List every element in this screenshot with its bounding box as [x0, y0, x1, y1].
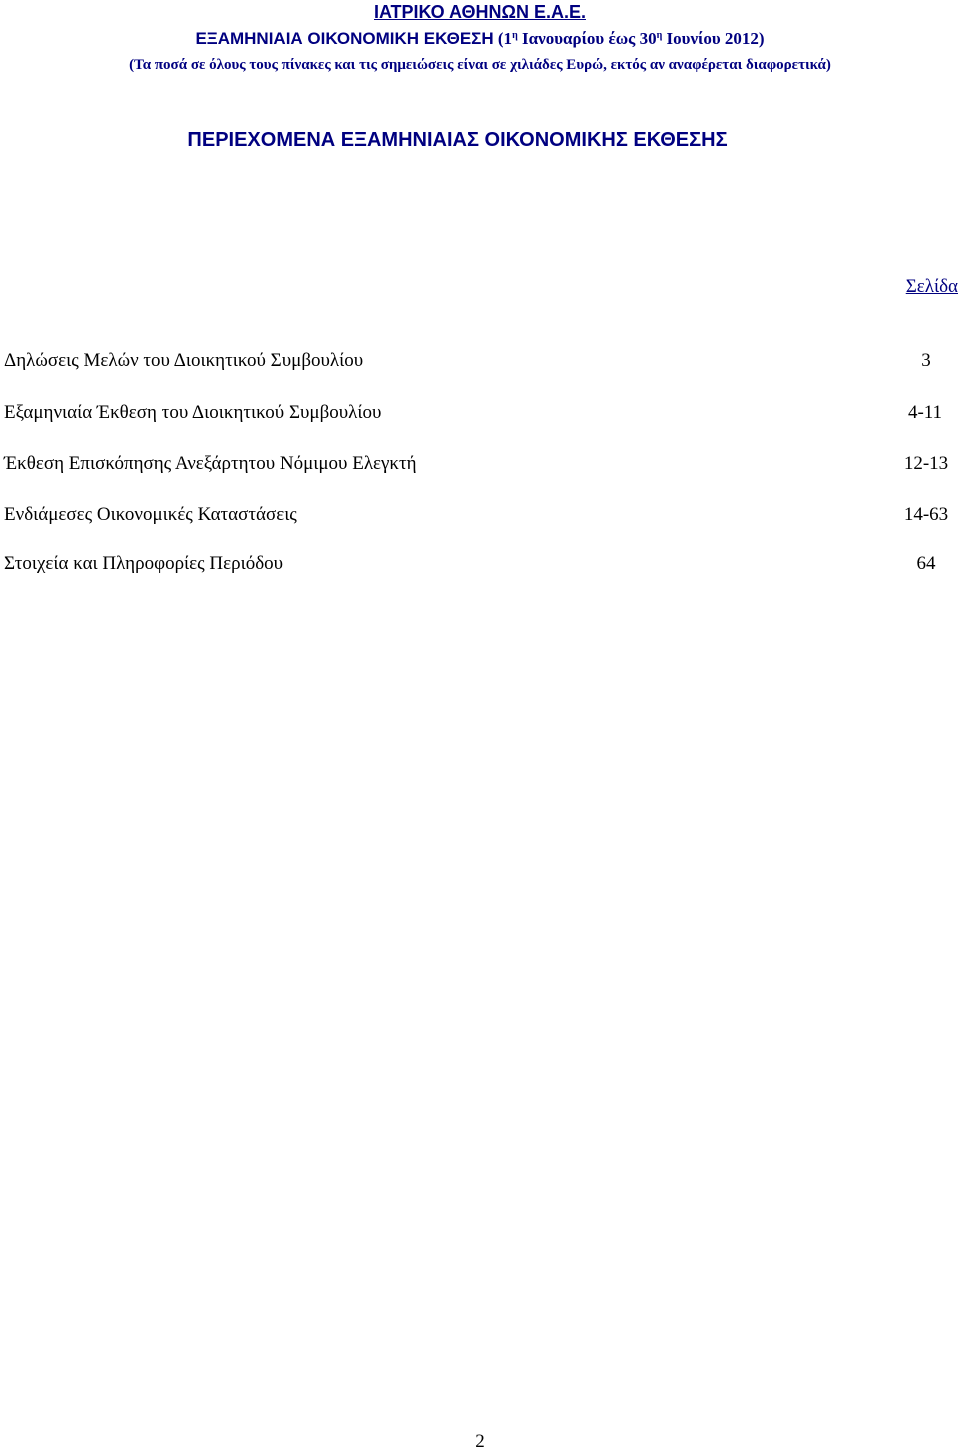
- company-name: ΙΑΤΡΙΚΟ ΑΘΗΝΩΝ Ε.Α.Ε.: [374, 2, 586, 22]
- toc-item-page: 4-11: [907, 402, 943, 423]
- toc-item: [4, 551, 954, 577]
- report-header: [0, 0, 960, 75]
- toc-item-title: Εξαμηνιαία Έκθεση του Διοικητικού Συμβουλίου: [4, 402, 382, 423]
- toc-item-title: Δηλώσεις Μελών του Διοικητικού Συμβουλίου: [4, 350, 364, 371]
- period-open: (1: [497, 29, 513, 48]
- toc-item-page: 14-63: [903, 504, 949, 525]
- toc-item: [4, 400, 954, 426]
- toc-item-title: Στοιχεία και Πληροφορίες Περιόδου: [4, 553, 284, 574]
- toc-heading: ΠΕΡΙΕΧΟΜΕΝΑ ΕΞΑΜΗΝΙΑΙΑΣ ΟΙΚΟΝΟΜΙΚΗΣ ΕΚΘΕΣΗΣ: [187, 129, 728, 151]
- toc-item-page: 12-13: [903, 453, 949, 474]
- period-superscript-start: η: [512, 30, 518, 41]
- toc-item: [4, 451, 954, 477]
- page-column-label: Σελίδα: [905, 276, 958, 297]
- report-label: ΕΞΑΜΗΝΙΑΙΑ ΟΙΚΟΝΟΜΙΚΗ ΕΚΘΕΣΗ: [195, 29, 494, 48]
- period-middle: Ιανουαρίου έως 30: [517, 29, 657, 48]
- amounts-note: (Τα ποσά σε όλους τους πίνακες και τις σημειώσεις είναι σε χιλιάδες Ευρώ, εκτός αν αναφέρεται διαφορετικά): [129, 57, 831, 73]
- toc-item: [4, 348, 954, 374]
- footer-page-number: 2: [475, 1431, 485, 1452]
- report-title: [0, 28, 960, 50]
- toc-item-title: Έκθεση Επισκόπησης Ανεξάρτητου Νόμιμου Ελεγκτή: [4, 453, 417, 474]
- toc-item-page: 3: [921, 350, 931, 371]
- toc-item-page: 64: [916, 553, 936, 574]
- period-close: Ιουνίου 2012): [662, 29, 765, 48]
- toc-item: [4, 502, 954, 528]
- period-superscript-end: η: [656, 30, 663, 41]
- toc-item-title: Ενδιάμεσες Οικονομικές Καταστάσεις: [4, 504, 297, 525]
